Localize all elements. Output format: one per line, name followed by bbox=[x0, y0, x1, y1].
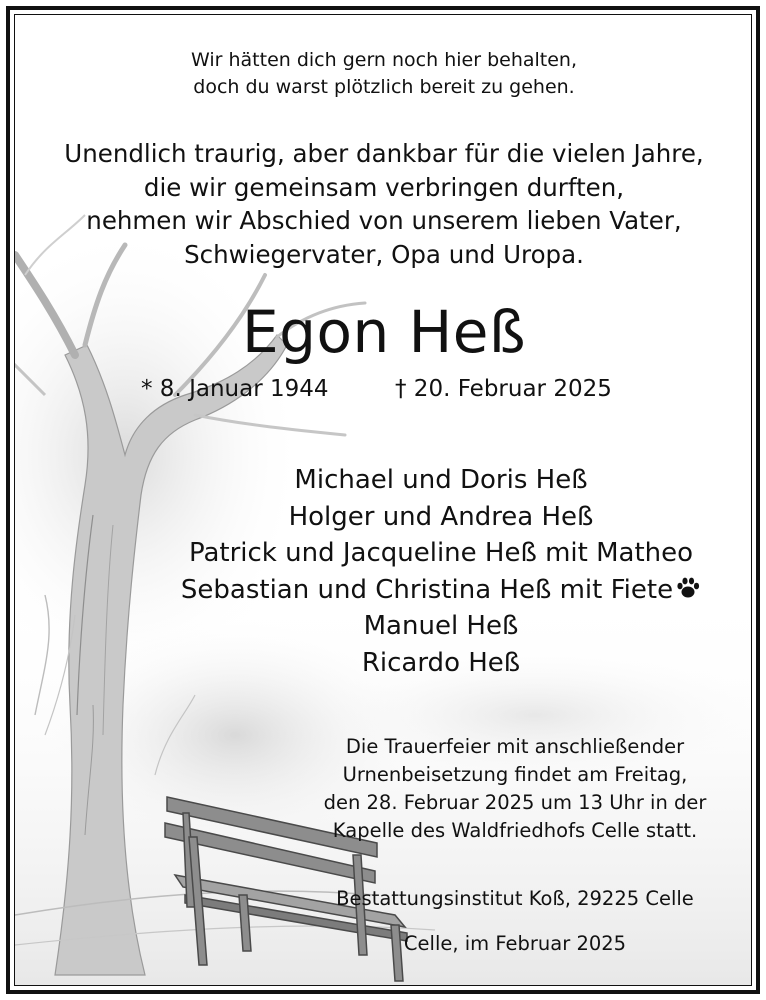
deceased-name: Egon Heß bbox=[242, 298, 526, 366]
family-member: Michael und Doris Heß bbox=[294, 465, 588, 495]
ceremony-line: den 28. Februar 2025 um 13 Uhr in der bbox=[323, 791, 707, 814]
poem-line: Wir hätten dich gern noch hier behalten, bbox=[190, 49, 578, 71]
intro-line: die wir gemeinsam verbringen durften, bbox=[143, 172, 625, 202]
family-member: Manuel Heß bbox=[363, 611, 519, 641]
obituary-panel bbox=[14, 14, 752, 986]
ceremony-line: Kapelle des Waldfriedhofs Celle statt. bbox=[332, 819, 698, 842]
birth-date: * 8. Januar 1944 bbox=[141, 376, 329, 402]
funeral-home: Bestattungsinstitut Koß, 29225 Celle bbox=[336, 887, 694, 910]
paw-icon bbox=[675, 576, 701, 600]
intro-line: Schwiegervater, Opa und Uropa. bbox=[184, 239, 584, 269]
poem bbox=[15, 47, 752, 101]
intro-line: Unendlich traurig, aber dankbar für die vielen Jahre, bbox=[64, 139, 704, 168]
poem-line: doch du warst plötzlich bereit zu gehen. bbox=[193, 76, 575, 98]
intro-text bbox=[15, 137, 752, 271]
ceremony-line: Urnenbeisetzung findet am Freitag, bbox=[342, 763, 688, 786]
family-member: Holger und Andrea Heß bbox=[288, 501, 594, 532]
ceremony-info bbox=[295, 733, 735, 845]
place-date: Celle, im Februar 2025 bbox=[403, 932, 627, 955]
ceremony-line: Die Trauerfeier mit anschließender bbox=[345, 735, 685, 758]
family-member-with-pet bbox=[161, 572, 721, 609]
family-member: Patrick und Jacqueline Heß mit Matheo bbox=[188, 538, 694, 568]
family-member: Ricardo Heß bbox=[361, 647, 521, 678]
intro-line: nehmen wir Abschied von unserem lieben Vater, bbox=[86, 206, 682, 235]
family-list bbox=[161, 462, 721, 681]
death-date: † 20. Februar 2025 bbox=[395, 376, 612, 402]
family-member-label: Sebastian und Christina Heß mit Fiete bbox=[180, 574, 674, 605]
